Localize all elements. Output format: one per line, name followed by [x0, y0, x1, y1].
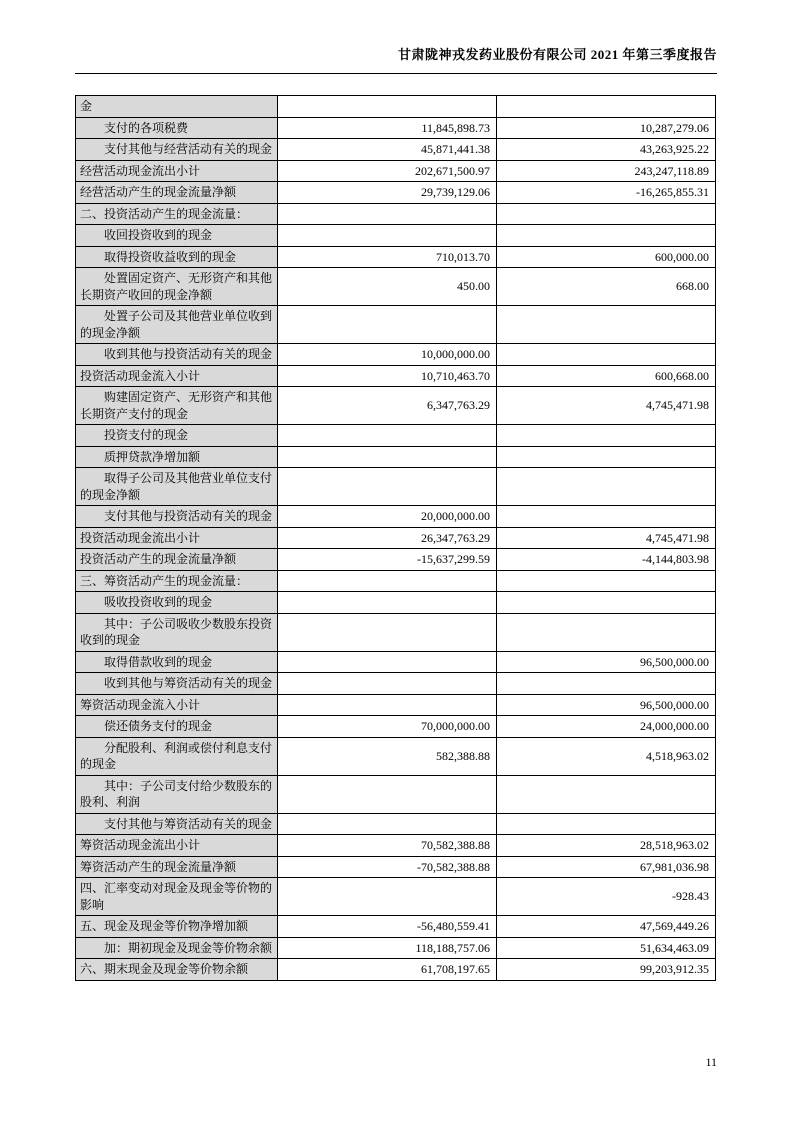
row-label-cell: 经营活动产生的现金流量净额: [76, 182, 278, 204]
prior-period-value-cell: 10,287,279.06: [497, 117, 716, 139]
current-period-value-cell: 26,347,763.29: [278, 527, 497, 549]
row-label-cell: 其中：子公司吸收少数股东投资收到的现金: [76, 613, 278, 651]
row-label-cell: 加：期初现金及现金等价物余额: [76, 937, 278, 959]
row-label-cell: 投资支付的现金: [76, 425, 278, 447]
table-row: [76, 160, 716, 182]
row-label-cell: 支付其他与投资活动有关的现金: [76, 506, 278, 528]
current-period-value-cell: [278, 225, 497, 247]
prior-period-value-cell: [497, 468, 716, 506]
table-row: [76, 937, 716, 959]
table-row: [76, 446, 716, 468]
row-label-cell: 四、汇率变动对现金及现金等价物的影响: [76, 878, 278, 916]
current-period-value-cell: 710,013.70: [278, 246, 497, 268]
table-row: [76, 365, 716, 387]
row-label-cell: 其中：子公司支付给少数股东的股利、利润: [76, 775, 278, 813]
prior-period-value-cell: 47,569,449.26: [497, 916, 716, 938]
row-label-cell: 收到其他与投资活动有关的现金: [76, 344, 278, 366]
current-period-value-cell: [278, 306, 497, 344]
current-period-value-cell: [278, 878, 497, 916]
table-row: [76, 694, 716, 716]
current-period-value-cell: [278, 673, 497, 695]
current-period-value-cell: 10,710,463.70: [278, 365, 497, 387]
row-label-cell: 支付其他与经营活动有关的现金: [76, 139, 278, 161]
current-period-value-cell: [278, 468, 497, 506]
table-row: [76, 344, 716, 366]
row-label-cell: 支付的各项税费: [76, 117, 278, 139]
current-period-value-cell: 20,000,000.00: [278, 506, 497, 528]
prior-period-value-cell: 243,247,118.89: [497, 160, 716, 182]
row-label-cell: 二、投资活动产生的现金流量：: [76, 203, 278, 225]
table-row: [76, 117, 716, 139]
row-label-cell: 五、现金及现金等价物净增加额: [76, 916, 278, 938]
table-row: [76, 673, 716, 695]
row-label-cell: 支付其他与筹资活动有关的现金: [76, 813, 278, 835]
current-period-value-cell: 10,000,000.00: [278, 344, 497, 366]
row-label-cell: 偿还债务支付的现金: [76, 716, 278, 738]
cash-flow-statement-table: [75, 95, 716, 981]
prior-period-value-cell: -928.43: [497, 878, 716, 916]
current-period-value-cell: 118,188,757.06: [278, 937, 497, 959]
current-period-value-cell: [278, 694, 497, 716]
current-period-value-cell: 61,708,197.65: [278, 959, 497, 981]
current-period-value-cell: 11,845,898.73: [278, 117, 497, 139]
table-row: [76, 835, 716, 857]
table-row: [76, 96, 716, 118]
current-period-value-cell: [278, 592, 497, 614]
table-row: [76, 225, 716, 247]
row-label-cell: 投资活动现金流入小计: [76, 365, 278, 387]
prior-period-value-cell: 51,634,463.09: [497, 937, 716, 959]
prior-period-value-cell: 96,500,000.00: [497, 651, 716, 673]
table-row: [76, 716, 716, 738]
current-period-value-cell: [278, 651, 497, 673]
prior-period-value-cell: [497, 425, 716, 447]
report-header: [75, 44, 717, 74]
prior-period-value-cell: [497, 225, 716, 247]
prior-period-value-cell: [497, 613, 716, 651]
prior-period-value-cell: 600,668.00: [497, 365, 716, 387]
current-period-value-cell: [278, 446, 497, 468]
table-row: [76, 549, 716, 571]
prior-period-value-cell: [497, 813, 716, 835]
prior-period-value-cell: 668.00: [497, 268, 716, 306]
table-row: [76, 775, 716, 813]
current-period-value-cell: -56,480,559.41: [278, 916, 497, 938]
row-label-cell: 收回投资收到的现金: [76, 225, 278, 247]
current-period-value-cell: [278, 425, 497, 447]
row-label-cell: 处置子公司及其他营业单位收到的现金净额: [76, 306, 278, 344]
table-row: [76, 425, 716, 447]
prior-period-value-cell: [497, 592, 716, 614]
table-row: [76, 506, 716, 528]
row-label-cell: 投资活动产生的现金流量净额: [76, 549, 278, 571]
table-row: [76, 268, 716, 306]
prior-period-value-cell: 4,745,471.98: [497, 387, 716, 425]
page-number: 11: [705, 1055, 717, 1069]
prior-period-value-cell: [497, 446, 716, 468]
current-period-value-cell: [278, 96, 497, 118]
current-period-value-cell: 450.00: [278, 268, 497, 306]
table-row: [76, 246, 716, 268]
prior-period-value-cell: [497, 306, 716, 344]
row-label-cell: 六、期末现金及现金等价物余额: [76, 959, 278, 981]
current-period-value-cell: [278, 203, 497, 225]
prior-period-value-cell: 28,518,963.02: [497, 835, 716, 857]
table-row: [76, 959, 716, 981]
prior-period-value-cell: 96,500,000.00: [497, 694, 716, 716]
table-row: [76, 651, 716, 673]
row-label-cell: 分配股利、利润或偿付利息支付的现金: [76, 737, 278, 775]
table-row: [76, 570, 716, 592]
row-label-cell: 质押贷款净增加额: [76, 446, 278, 468]
row-label-cell: 购建固定资产、无形资产和其他长期资产支付的现金: [76, 387, 278, 425]
table-row: [76, 203, 716, 225]
prior-period-value-cell: [497, 203, 716, 225]
current-period-value-cell: 202,671,500.97: [278, 160, 497, 182]
row-label-cell: 处置固定资产、无形资产和其他长期资产收回的现金净额: [76, 268, 278, 306]
current-period-value-cell: -70,582,388.88: [278, 856, 497, 878]
row-label-cell: 经营活动现金流出小计: [76, 160, 278, 182]
row-label-cell: 金: [76, 96, 278, 118]
row-label-cell: 筹资活动产生的现金流量净额: [76, 856, 278, 878]
table-row: [76, 182, 716, 204]
prior-period-value-cell: [497, 344, 716, 366]
prior-period-value-cell: 4,518,963.02: [497, 737, 716, 775]
row-label-cell: 取得子公司及其他营业单位支付的现金净额: [76, 468, 278, 506]
current-period-value-cell: 29,739,129.06: [278, 182, 497, 204]
row-label-cell: 取得投资收益收到的现金: [76, 246, 278, 268]
row-label-cell: 收到其他与筹资活动有关的现金: [76, 673, 278, 695]
current-period-value-cell: -15,637,299.59: [278, 549, 497, 571]
row-label-cell: 投资活动现金流出小计: [76, 527, 278, 549]
prior-period-value-cell: -16,265,855.31: [497, 182, 716, 204]
prior-period-value-cell: 43,263,925.22: [497, 139, 716, 161]
current-period-value-cell: 70,582,388.88: [278, 835, 497, 857]
table-row: [76, 527, 716, 549]
row-label-cell: 筹资活动现金流出小计: [76, 835, 278, 857]
prior-period-value-cell: 67,981,036.98: [497, 856, 716, 878]
table-row: [76, 306, 716, 344]
current-period-value-cell: 582,388.88: [278, 737, 497, 775]
table-row: [76, 916, 716, 938]
table-row: [76, 387, 716, 425]
table-row: [76, 878, 716, 916]
table-row: [76, 737, 716, 775]
current-period-value-cell: [278, 813, 497, 835]
prior-period-value-cell: 4,745,471.98: [497, 527, 716, 549]
row-label-cell: 筹资活动现金流入小计: [76, 694, 278, 716]
current-period-value-cell: 6,347,763.29: [278, 387, 497, 425]
prior-period-value-cell: [497, 96, 716, 118]
table-row: [76, 856, 716, 878]
prior-period-value-cell: [497, 673, 716, 695]
table-row: [76, 592, 716, 614]
current-period-value-cell: 70,000,000.00: [278, 716, 497, 738]
current-period-value-cell: [278, 570, 497, 592]
table-row: [76, 468, 716, 506]
row-label-cell: 吸收投资收到的现金: [76, 592, 278, 614]
row-label-cell: 三、筹资活动产生的现金流量：: [76, 570, 278, 592]
table-row: [76, 139, 716, 161]
prior-period-value-cell: 600,000.00: [497, 246, 716, 268]
report-title: 甘肃陇神戎发药业股份有限公司 2021 年第三季度报告: [397, 47, 717, 62]
current-period-value-cell: [278, 775, 497, 813]
prior-period-value-cell: [497, 506, 716, 528]
table-row: [76, 813, 716, 835]
prior-period-value-cell: -4,144,803.98: [497, 549, 716, 571]
table-row: [76, 613, 716, 651]
prior-period-value-cell: [497, 570, 716, 592]
row-label-cell: 取得借款收到的现金: [76, 651, 278, 673]
prior-period-value-cell: 24,000,000.00: [497, 716, 716, 738]
current-period-value-cell: 45,871,441.38: [278, 139, 497, 161]
prior-period-value-cell: [497, 775, 716, 813]
prior-period-value-cell: 99,203,912.35: [497, 959, 716, 981]
current-period-value-cell: [278, 613, 497, 651]
